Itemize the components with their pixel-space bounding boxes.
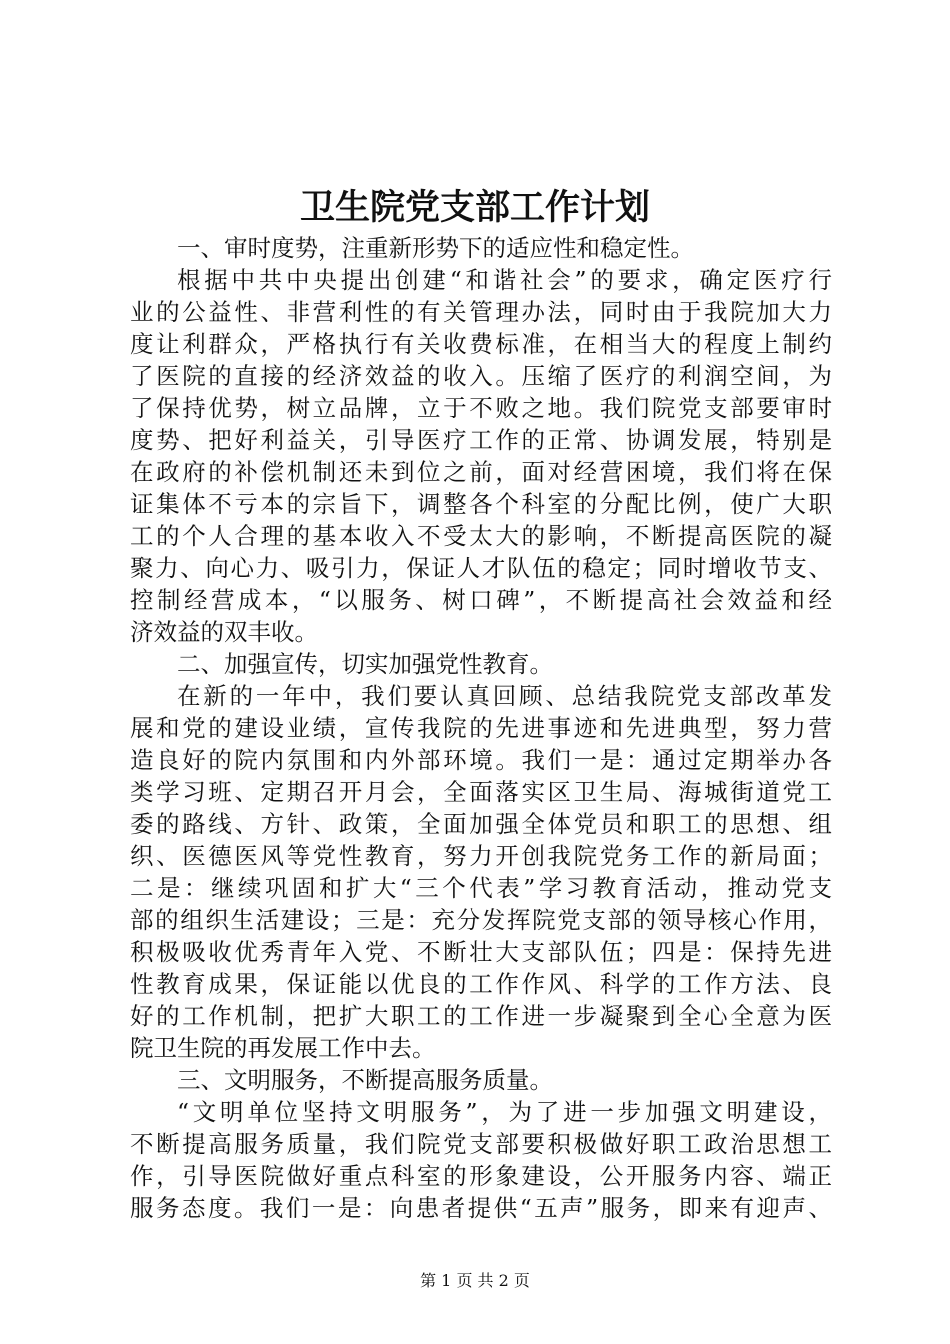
text-line: 业的公益性、非营利性的有关管理办法，同时由于我院加大力 [130,298,832,326]
text-line: 部的组织生活建设；三是：充分发挥院党支部的领导核心作用， [130,906,832,934]
text-line: 好的工作机制，把扩大职工的工作进一步凝聚到全心全意为医 [130,1002,832,1030]
document-body [130,232,832,1224]
text-line: 一、审时度势，注重新形势下的适应性和稳定性。 [177,234,694,262]
text-line: 二是：继续巩固和扩大“三个代表”学习教育活动，推动党支 [130,874,832,902]
text-line: “文明单位坚持文明服务”，为了进一步加强文明建设， [177,1098,832,1126]
text-line: 织、医德医风等党性教育，努力开创我院党务工作的新局面； [130,842,832,870]
text-line: 聚力、向心力、吸引力，保证人才队伍的稳定；同时增收节支、 [130,554,832,582]
page-footer: 第 1 页 共 2 页 [420,1271,530,1290]
text-line: 了医院的直接的经济效益的收入。压缩了医疗的利润空间，为 [130,362,832,390]
text-line: 委的路线、方针、政策，全面加强全体党员和职工的思想、组 [130,810,832,838]
text-line: 在新的一年中，我们要认真回顾、总结我院党支部改革发 [177,682,832,710]
text-line: 济效益的双丰收。 [130,618,318,646]
text-line: 不断提高服务质量，我们院党支部要积极做好职工政治思想工 [130,1130,832,1158]
text-line: 造良好的院内氛围和内外部环境。我们一是：通过定期举办各 [130,746,832,774]
text-line: 作，引导医院做好重点科室的形象建设，公开服务内容、端正 [130,1162,832,1190]
text-line: 了保持优势，树立品牌，立于不败之地。我们院党支部要审时 [130,394,832,422]
text-line: 工的个人合理的基本收入不受太大的影响，不断提高医院的凝 [130,522,832,550]
text-line: 根据中共中央提出创建“和谐社会”的要求，确定医疗行 [177,266,832,294]
text-line: 度势、把好利益关，引导医疗工作的正常、协调发展，特别是 [130,426,832,454]
text-line: 度让利群众，严格执行有关收费标准，在相当大的程度上制约 [130,330,832,358]
text-line: 三、文明服务，不断提高服务质量。 [177,1066,553,1094]
text-line: 证集体不亏本的宗旨下，调整各个科室的分配比例，使广大职 [130,490,832,518]
text-line: 院卫生院的再发展工作中去。 [130,1034,436,1062]
page-title: 卫生院党支部工作计划 [299,187,650,228]
text-line: 二、加强宣传，切实加强党性教育。 [177,650,553,678]
text-line: 控制经营成本，“以服务、树口碑”，不断提高社会效益和经 [130,586,832,614]
text-line: 服务态度。我们一是：向患者提供“五声”服务，即来有迎声、 [130,1194,832,1222]
text-line: 积极吸收优秀青年入党、不断壮大支部队伍；四是：保持先进 [130,938,832,966]
text-line: 在政府的补偿机制还未到位之前，面对经营困境，我们将在保 [130,458,832,486]
text-line: 性教育成果，保证能以优良的工作作风、科学的工作方法、良 [130,970,832,998]
text-line: 展和党的建设业绩，宣传我院的先进事迹和先进典型，努力营 [130,714,832,742]
text-line: 类学习班、定期召开月会，全面落实区卫生局、海城街道党工 [130,778,832,806]
